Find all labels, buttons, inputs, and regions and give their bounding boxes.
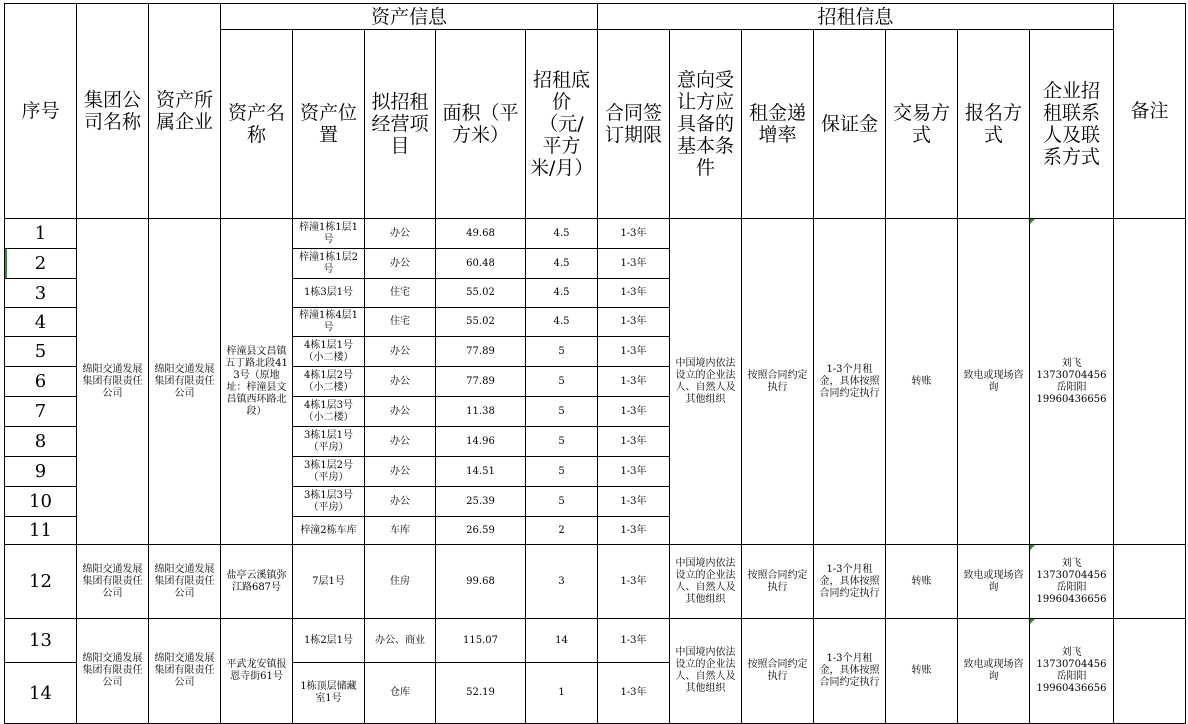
cell-term[interactable]: 1-3年 (598, 367, 670, 397)
cell-price[interactable]: 5 (526, 427, 598, 457)
cell-seq[interactable]: 7 (5, 397, 77, 427)
col-header-remarks[interactable]: 备注 (1114, 4, 1186, 219)
cell-location[interactable]: 1栋顶层储藏室1号 (293, 663, 365, 724)
cell-deposit[interactable]: 1-3个月租金，具体按照合同约定执行 (814, 219, 886, 545)
cell-area[interactable]: 14.51 (436, 457, 526, 487)
table-row (5, 545, 1186, 619)
cell-seq[interactable]: 2 (5, 249, 77, 279)
cell-asset-name[interactable]: 平武龙安镇报恩寺街61号 (221, 619, 293, 724)
cell-price[interactable]: 5 (526, 337, 598, 367)
cell-area[interactable]: 11.38 (436, 397, 526, 427)
cell-area[interactable]: 99.68 (436, 545, 526, 619)
contact-line: 13730704456 (1036, 659, 1107, 670)
cell-term[interactable]: 1-3年 (598, 279, 670, 308)
cell-area[interactable]: 25.39 (436, 487, 526, 517)
cell-term[interactable]: 1-3年 (598, 427, 670, 457)
cell-location[interactable]: 梓潼2栋车库 (293, 517, 365, 545)
cell-use[interactable]: 办公 (365, 457, 436, 487)
cell-location[interactable]: 梓潼1栋4层1号 (293, 308, 365, 337)
contact-line: 岳阳阳 (1056, 381, 1087, 393)
cell-area[interactable]: 77.89 (436, 367, 526, 397)
cell-seq[interactable]: 4 (5, 308, 77, 337)
cell-trade-method[interactable]: 转账 (886, 619, 958, 724)
group-header-row (5, 4, 1186, 30)
group-header-asset-info[interactable]: 资产信息 (221, 4, 598, 30)
cell-contact[interactable] (1030, 545, 1114, 619)
cell-conditions[interactable]: 中国境内依法设立的企业法人、自然人及其他组织 (670, 219, 742, 545)
cell-location[interactable]: 3栋1层1号（平房） (293, 427, 365, 457)
cell-deposit[interactable]: 1-3个月租金，具体按照合同约定执行 (814, 545, 886, 619)
cell-price[interactable]: 5 (526, 487, 598, 517)
asset-lease-table (4, 3, 1186, 724)
col-header-trade-method[interactable]: 交易方式 (886, 30, 958, 219)
cell-price[interactable]: 2 (526, 517, 598, 545)
cell-location[interactable]: 7层1号 (293, 545, 365, 619)
cell-use[interactable]: 办公 (365, 219, 436, 249)
cell-area[interactable]: 77.89 (436, 337, 526, 367)
cell-term[interactable]: 1-3年 (598, 545, 670, 619)
cell-term[interactable]: 1-3年 (598, 457, 670, 487)
cell-area[interactable]: 60.48 (436, 249, 526, 279)
cell-seq[interactable]: 12 (5, 545, 77, 619)
cell-area[interactable]: 49.68 (436, 219, 526, 249)
cell-group-company[interactable]: 绵阳交通发展集团有限责任公司 (77, 619, 149, 724)
col-header-seq[interactable]: 序号 (5, 4, 77, 219)
contact-line: 岳阳阳 (1056, 671, 1087, 682)
cell-price[interactable]: 4.5 (526, 308, 598, 337)
cell-use[interactable]: 办公 (365, 249, 436, 279)
cell-area[interactable]: 14.96 (436, 427, 526, 457)
cell-seq[interactable]: 1 (5, 219, 77, 249)
cell-price[interactable]: 4.5 (526, 279, 598, 308)
cell-location[interactable]: 4栋1层3号（小二楼） (293, 397, 365, 427)
cell-signup-method[interactable]: 致电或现场咨询 (958, 219, 1030, 545)
cell-remarks[interactable] (1114, 219, 1186, 545)
cell-term[interactable]: 1-3年 (598, 663, 670, 724)
cell-term[interactable]: 1-3年 (598, 397, 670, 427)
cell-use[interactable]: 办公 (365, 337, 436, 367)
cell-term[interactable]: 1-3年 (598, 487, 670, 517)
cell-asset-name[interactable]: 梓潼县文昌镇五丁路北段413号（原地址：梓潼县文昌镇西环路北段） (221, 219, 293, 545)
cell-location[interactable]: 4栋1层2号（小二楼） (293, 367, 365, 397)
table-row (5, 619, 1186, 663)
contact-line: 19960436656 (1036, 683, 1107, 694)
col-header-owner-company[interactable]: 资产所属企业 (149, 4, 221, 219)
cell-rent-increase[interactable]: 按照合同约定执行 (742, 219, 814, 545)
col-header-conditions[interactable]: 意向受让方应具备的基本条件 (670, 30, 742, 219)
cell-use[interactable]: 办公 (365, 487, 436, 517)
col-header-contact[interactable]: 企业招租联系人及联系方式 (1030, 30, 1114, 219)
cell-location[interactable]: 3栋1层2号（平房） (293, 457, 365, 487)
cell-use[interactable]: 办公、商业 (365, 619, 436, 663)
cell-group-company[interactable]: 绵阳交通发展集团有限责任公司 (77, 545, 149, 619)
cell-price[interactable]: 5 (526, 367, 598, 397)
cell-price[interactable]: 4.5 (526, 249, 598, 279)
cell-seq[interactable]: 8 (5, 427, 77, 457)
cell-conditions[interactable]: 中国境内依法设立的企业法人、自然人及其他组织 (670, 545, 742, 619)
cell-group-company[interactable]: 绵阳交通发展集团有限责任公司 (77, 219, 149, 545)
cell-area[interactable]: 55.02 (436, 308, 526, 337)
cell-location[interactable]: 1栋3层1号 (293, 279, 365, 308)
contact-line: 13730704456 (1036, 369, 1107, 381)
cell-remarks[interactable] (1114, 545, 1186, 619)
cell-location[interactable]: 梓潼1栋1层2号 (293, 249, 365, 279)
contact-line: 刘飞 (1061, 357, 1082, 369)
cell-price[interactable]: 4.5 (526, 219, 598, 249)
cell-owner-company[interactable]: 绵阳交通发展集团有限责任公司 (149, 619, 221, 724)
col-header-term[interactable]: 合同签订期限 (598, 30, 670, 219)
cell-location[interactable]: 3栋1层3号（平房） (293, 487, 365, 517)
cell-term[interactable]: 1-3年 (598, 249, 670, 279)
col-header-asset-location[interactable]: 资产位置 (293, 30, 365, 219)
cell-use[interactable]: 住宅 (365, 279, 436, 308)
cell-area[interactable]: 26.59 (436, 517, 526, 545)
cell-seq[interactable]: 3 (5, 279, 77, 308)
contact-line: 19960436656 (1036, 393, 1107, 405)
col-header-deposit[interactable]: 保证金 (814, 30, 886, 219)
cell-rent-increase[interactable]: 按照合同约定执行 (742, 619, 814, 724)
cell-seq[interactable]: 9 (5, 457, 77, 487)
cell-price[interactable]: 5 (526, 457, 598, 487)
cell-term[interactable]: 1-3年 (598, 308, 670, 337)
cell-term[interactable]: 1-3年 (598, 619, 670, 663)
cell-seq[interactable]: 14 (5, 663, 77, 724)
col-header-group-company[interactable]: 集团公司名称 (77, 4, 149, 219)
cell-contact[interactable] (1030, 619, 1114, 724)
cell-area[interactable]: 115.07 (436, 619, 526, 663)
cell-seq[interactable]: 13 (5, 619, 77, 663)
col-header-planned-use[interactable]: 拟招租经营项目 (365, 30, 436, 219)
col-header-signup-method[interactable]: 报名方式 (958, 30, 1030, 219)
cell-use[interactable]: 车库 (365, 517, 436, 545)
contact-line: 岳阳阳 (1056, 581, 1087, 593)
cell-owner-company[interactable]: 绵阳交通发展集团有限责任公司 (149, 545, 221, 619)
cell-asset-name[interactable]: 盐亭云溪镇弥江路687号 (221, 545, 293, 619)
cell-term[interactable]: 1-3年 (598, 337, 670, 367)
cell-use[interactable]: 仓库 (365, 663, 436, 724)
cell-rent-increase[interactable]: 按照合同约定执行 (742, 545, 814, 619)
cell-seq[interactable]: 11 (5, 517, 77, 545)
contact-line: 13730704456 (1036, 569, 1107, 581)
cell-conditions[interactable]: 中国境内依法设立的企业法人、自然人及其他组织 (670, 619, 742, 724)
col-header-asset-name[interactable]: 资产名称 (221, 30, 293, 219)
cell-use[interactable]: 住房 (365, 545, 436, 619)
cell-seq[interactable]: 5 (5, 337, 77, 367)
contact-line: 19960436656 (1036, 593, 1107, 605)
cell-price[interactable]: 1 (526, 663, 598, 724)
cell-term[interactable]: 1-3年 (598, 517, 670, 545)
cell-trade-method[interactable]: 转账 (886, 545, 958, 619)
cell-location[interactable]: 1栋2层1号 (293, 619, 365, 663)
cell-price[interactable]: 5 (526, 397, 598, 427)
cell-signup-method[interactable]: 致电或现场咨询 (958, 545, 1030, 619)
cell-location[interactable]: 4栋1层1号（小二楼） (293, 337, 365, 367)
cell-use[interactable]: 办公 (365, 367, 436, 397)
cell-contact[interactable] (1030, 219, 1114, 545)
cell-use[interactable]: 办公 (365, 427, 436, 457)
cell-owner-company[interactable]: 绵阳交通发展集团有限责任公司 (149, 219, 221, 545)
cell-price[interactable]: 3 (526, 545, 598, 619)
contact-line: 刘飞 (1061, 647, 1082, 658)
cell-area[interactable]: 52.19 (436, 663, 526, 724)
group-header-lease-info[interactable]: 招租信息 (598, 4, 1114, 30)
cell-signup-method[interactable]: 致电或现场咨询 (958, 619, 1030, 724)
cell-use[interactable]: 办公 (365, 397, 436, 427)
cell-price[interactable]: 14 (526, 619, 598, 663)
contact-line: 刘飞 (1061, 557, 1082, 569)
cell-use[interactable]: 住宅 (365, 308, 436, 337)
table-row (5, 219, 1186, 249)
cell-seq[interactable]: 10 (5, 487, 77, 517)
cell-term[interactable]: 1-3年 (598, 219, 670, 249)
cell-trade-method[interactable]: 转账 (886, 219, 958, 545)
col-header-area[interactable]: 面积（平方米） (436, 30, 526, 219)
cell-area[interactable]: 55.02 (436, 279, 526, 308)
cell-location[interactable]: 梓潼1栋1层1号 (293, 219, 365, 249)
cell-seq[interactable]: 6 (5, 367, 77, 397)
col-header-rent-increase[interactable]: 租金递增率 (742, 30, 814, 219)
cell-deposit[interactable]: 1-3个月租金，具体按照合同约定执行 (814, 619, 886, 724)
col-header-base-price[interactable]: 招租底价（元/平方米/月） (526, 30, 598, 219)
cell-remarks[interactable] (1114, 619, 1186, 724)
